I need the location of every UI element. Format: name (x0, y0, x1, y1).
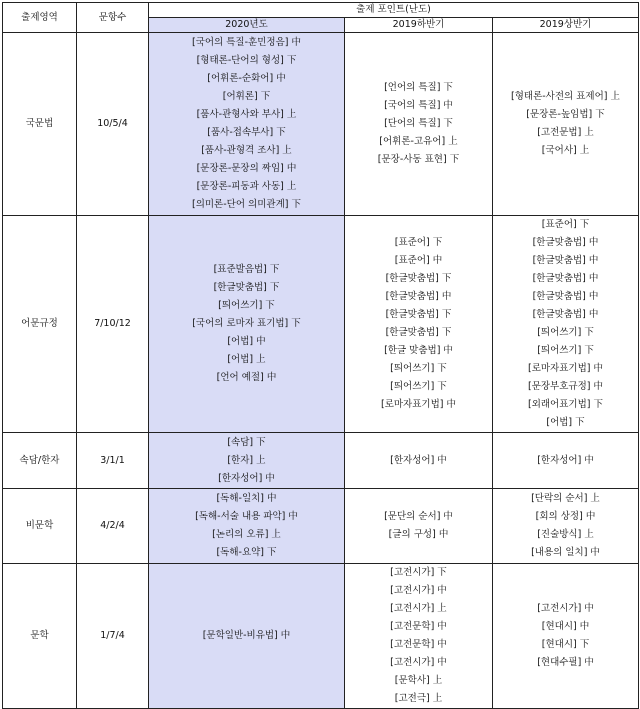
difficulty-mark: 上 (579, 145, 590, 156)
list-item (493, 490, 638, 508)
list-item (345, 378, 492, 396)
difficulty-mark: 中 (584, 603, 594, 614)
points-2019-second-half-cell (345, 489, 493, 564)
difficulty-mark: 中 (256, 336, 266, 347)
difficulty-mark: 中 (588, 237, 599, 248)
list-item (345, 672, 492, 690)
area-cell: 문학 (3, 564, 77, 709)
topic-label: [표준어] (394, 255, 430, 266)
list-item (345, 288, 492, 306)
topic-label: [형태론-단어의 형성] (196, 55, 284, 66)
difficulty-mark: 下 (291, 199, 301, 210)
topic-label: [로마자표기법] (528, 363, 591, 374)
topic-label: [형태론-사전의 표제어] (511, 91, 608, 102)
topic-label: [품사-관형격 조사] (201, 145, 280, 156)
topic-label: [한글맞춤법] (385, 309, 439, 320)
count-cell: 4/2/4 (77, 489, 149, 564)
points-2019-second-half-cell (345, 564, 493, 709)
list-item (345, 636, 492, 654)
difficulty-mark: 中 (266, 372, 277, 383)
topic-label: [현대시] (541, 621, 577, 632)
difficulty-mark: 下 (441, 273, 452, 284)
table-row (3, 433, 639, 489)
topic-label: [한자성어] (218, 472, 263, 484)
difficulty-mark: 下 (579, 219, 590, 230)
topic-label: [독해-서술 내용 파악] (195, 511, 286, 522)
difficulty-mark: 下 (595, 109, 605, 120)
difficulty-mark: 中 (593, 381, 603, 392)
list-item (149, 160, 344, 178)
points-2019-first-half-cell (493, 564, 639, 709)
topic-label: [띄어쓰기] (390, 363, 435, 374)
list-item (493, 654, 638, 672)
list-item (149, 70, 344, 88)
list-item (149, 452, 344, 470)
list-item (493, 544, 638, 562)
list-item (493, 234, 638, 252)
difficulty-mark: 上 (590, 493, 600, 504)
topic-label: [글의 구성] (388, 529, 436, 540)
topic-label: [문장부호규정] (528, 381, 591, 392)
difficulty-mark: 中 (443, 511, 453, 522)
list-item (493, 378, 638, 396)
list-item (493, 216, 638, 234)
topic-label: [한글맞춤법] (532, 237, 586, 248)
points-2019-first-half-cell (493, 216, 639, 433)
difficulty-mark: 下 (291, 318, 301, 329)
topic-label: [논리의 오류] (212, 529, 269, 540)
difficulty-mark: 中 (584, 454, 594, 466)
difficulty-mark: 下 (432, 237, 443, 248)
difficulty-mark: 下 (269, 282, 280, 293)
points-2019-first-half-cell (493, 433, 639, 489)
count-cell: 10/5/4 (77, 33, 149, 216)
topic-label: [외래어표기법] (528, 399, 591, 410)
points-2019-first-half-cell (493, 33, 639, 216)
list-item (493, 106, 638, 124)
list-item (493, 88, 638, 106)
list-item (345, 97, 492, 115)
header-2019-second-half: 2019하반기 (345, 18, 493, 33)
list-item (345, 618, 492, 636)
area-cell: 국문법 (3, 33, 77, 216)
list-item (345, 151, 492, 169)
list-item (493, 618, 638, 636)
list-item (149, 315, 344, 333)
topic-label: [한글맞춤법] (532, 255, 586, 266)
list-item (493, 452, 638, 470)
list-item (345, 306, 492, 324)
table-row (3, 216, 639, 433)
topic-label: [띄어쓰기] (537, 345, 582, 356)
list-item (149, 333, 344, 351)
difficulty-mark: 下 (437, 363, 447, 374)
difficulty-mark: 上 (448, 136, 458, 147)
list-item (149, 142, 344, 160)
header-count: 문항수 (77, 3, 149, 33)
topic-label: [현대수필] (537, 657, 582, 668)
header-area: 출제영역 (3, 3, 77, 33)
difficulty-mark: 上 (282, 145, 292, 156)
topic-label: [문학일반-비유법] (202, 630, 278, 641)
difficulty-mark: 中 (588, 291, 599, 302)
topic-label: [국어의 특질-훈민정음] (192, 37, 289, 48)
list-item (493, 508, 638, 526)
list-item (345, 79, 492, 97)
difficulty-mark: 下 (449, 154, 460, 165)
list-item (149, 279, 344, 297)
difficulty-mark: 上 (286, 109, 297, 120)
list-item (149, 508, 344, 526)
topic-label: [한글맞춤법] (213, 282, 267, 293)
list-item (345, 252, 492, 270)
difficulty-mark: 中 (291, 37, 301, 48)
list-item (345, 582, 492, 600)
topic-label: [국어의 특질] (384, 100, 441, 111)
topic-label: [한글맞춤법] (385, 273, 439, 284)
header-2020: 2020년도 (149, 18, 345, 33)
list-item (149, 88, 344, 106)
topic-label: [언어의 특질] (384, 82, 441, 93)
points-2020-cell (149, 433, 345, 489)
list-item (493, 396, 638, 414)
topic-label: [띄어쓰기] (390, 381, 435, 392)
list-item (149, 178, 344, 196)
difficulty-mark: 中 (590, 547, 600, 558)
list-item (493, 252, 638, 270)
points-2020-cell (149, 489, 345, 564)
list-item (493, 270, 638, 288)
points-2019-second-half-cell (345, 216, 493, 433)
difficulty-mark: 下 (441, 327, 452, 338)
difficulty-mark: 中 (265, 472, 275, 484)
difficulty-mark: 下 (276, 127, 286, 138)
list-item (493, 142, 638, 160)
topic-label: [국어의 로마자 표기법] (192, 318, 289, 329)
topic-label: [띄어쓰기] (537, 327, 582, 338)
difficulty-mark: 中 (585, 511, 596, 522)
list-item (149, 106, 344, 124)
difficulty-mark: 中 (579, 621, 590, 632)
topic-label: [표준어] (541, 219, 577, 230)
list-item (493, 306, 638, 324)
list-item (493, 288, 638, 306)
topic-label: [어휘론-순화어] (207, 73, 274, 84)
points-2019-second-half-cell (345, 33, 493, 216)
list-item (345, 600, 492, 618)
list-item (345, 396, 492, 414)
difficulty-mark: 下 (443, 118, 453, 129)
topic-label: [한글맞춤법] (385, 291, 439, 302)
topic-label: [의미론-단어 의미관계] (192, 199, 289, 210)
difficulty-mark: 下 (256, 436, 266, 448)
list-item (345, 133, 492, 151)
difficulty-mark: 下 (265, 300, 275, 311)
list-item (149, 544, 344, 562)
topic-label: [문장론-높임법] (526, 109, 593, 120)
difficulty-mark: 上 (256, 454, 266, 466)
difficulty-mark: 中 (437, 639, 447, 650)
list-item (149, 490, 344, 508)
topic-label: [표준어] (394, 237, 430, 248)
difficulty-mark: 中 (441, 291, 452, 302)
difficulty-mark: 中 (437, 454, 447, 466)
list-item (493, 526, 638, 544)
difficulty-mark: 中 (588, 255, 599, 266)
points-2019-first-half-cell (493, 489, 639, 564)
table-row (3, 489, 639, 564)
list-item (345, 452, 492, 470)
topic-label: [어휘론-고유어] (379, 136, 446, 147)
topic-label: [단락의 순서] (531, 493, 588, 504)
topic-label: [문장론-문장의 짜임] (196, 163, 284, 174)
list-item (149, 470, 344, 488)
topic-label: [고전시가] (390, 657, 435, 668)
list-item (345, 654, 492, 672)
list-item (149, 297, 344, 315)
topic-label: [고전문학] (390, 621, 435, 632)
difficulty-mark: 下 (286, 55, 297, 66)
difficulty-mark: 中 (437, 585, 447, 596)
difficulty-mark: 中 (280, 630, 291, 641)
topic-label: [문학사] (394, 675, 430, 686)
points-2020-cell (149, 564, 345, 709)
list-item (149, 196, 344, 214)
topic-label: [어법] (227, 354, 254, 365)
list-item (345, 324, 492, 342)
list-item (493, 360, 638, 378)
list-item (493, 324, 638, 342)
topic-label: [회의 상정] (535, 511, 583, 522)
list-item (345, 526, 492, 544)
topic-label: [문장-사동 표현] (377, 154, 447, 165)
topic-label: [고전문법] (537, 127, 582, 138)
topic-label: [한자] (227, 454, 254, 466)
topic-label: [어법] (546, 417, 573, 428)
difficulty-mark: 上 (432, 693, 443, 704)
list-item (149, 434, 344, 452)
list-item (345, 115, 492, 133)
difficulty-mark: 上 (256, 354, 266, 365)
header-2019-first-half: 2019상반기 (493, 18, 639, 33)
area-cell: 속담/한자 (3, 433, 77, 489)
difficulty-mark: 下 (260, 91, 271, 102)
topic-label: [문장론-피동과 사동] (196, 181, 284, 192)
topic-label: [표준발음법] (213, 264, 267, 275)
table-row (3, 33, 639, 216)
topic-label: [어법] (227, 336, 254, 347)
difficulty-mark: 下 (437, 381, 447, 392)
list-item (345, 342, 492, 360)
exam-analysis-table (2, 2, 639, 709)
list-item (149, 52, 344, 70)
topic-label: [로마자표기법] (381, 399, 444, 410)
list-item (345, 564, 492, 582)
list-item (345, 690, 492, 708)
difficulty-mark: 中 (267, 493, 277, 504)
list-item (149, 526, 344, 544)
difficulty-mark: 上 (584, 529, 594, 540)
topic-label: [한자성어] (537, 454, 582, 466)
difficulty-mark: 中 (443, 345, 453, 356)
difficulty-mark: 下 (437, 567, 447, 578)
difficulty-mark: 下 (593, 399, 603, 410)
difficulty-mark: 中 (443, 100, 453, 111)
difficulty-mark: 下 (267, 547, 277, 558)
difficulty-mark: 上 (286, 181, 297, 192)
topic-label: [고전시가] (537, 603, 582, 614)
difficulty-mark: 中 (438, 529, 449, 540)
difficulty-mark: 中 (588, 309, 599, 320)
topic-label: [현대시] (541, 639, 577, 650)
topic-label: [한글맞춤법] (532, 309, 586, 320)
difficulty-mark: 上 (584, 127, 594, 138)
list-item (149, 261, 344, 279)
topic-label: [독해-일치] (216, 493, 265, 504)
topic-label: [진술방식] (537, 529, 582, 540)
list-item (345, 360, 492, 378)
difficulty-mark: 下 (584, 327, 594, 338)
topic-label: [한글맞춤법] (385, 327, 439, 338)
topic-label: [고전문학] (390, 639, 435, 650)
difficulty-mark: 中 (584, 657, 594, 668)
list-item (345, 234, 492, 252)
topic-label: [국어사] (541, 145, 577, 156)
difficulty-mark: 中 (446, 399, 456, 410)
list-item (493, 414, 638, 432)
difficulty-mark: 中 (288, 511, 298, 522)
topic-label: [속담] (227, 436, 254, 448)
topic-label: [독해-요약] (216, 547, 265, 558)
area-cell: 어문규정 (3, 216, 77, 433)
topic-label: [품사-관형사와 부사] (196, 109, 284, 120)
count-cell: 3/1/1 (77, 433, 149, 489)
topic-label: [품사-접속부사] (207, 127, 274, 138)
difficulty-mark: 下 (584, 345, 594, 356)
points-2019-second-half-cell (345, 433, 493, 489)
difficulty-mark: 下 (269, 264, 280, 275)
topic-label: [문단의 순서] (384, 511, 441, 522)
list-item (149, 124, 344, 142)
list-item (493, 600, 638, 618)
count-cell: 7/10/12 (77, 216, 149, 433)
topic-label: [내용의 일치] (531, 547, 588, 558)
difficulty-mark: 下 (443, 82, 453, 93)
difficulty-mark: 中 (593, 363, 603, 374)
list-item (149, 627, 344, 645)
difficulty-mark: 中 (588, 273, 599, 284)
difficulty-mark: 上 (432, 675, 443, 686)
area-cell: 비문학 (3, 489, 77, 564)
header-points: 출제 포인트(난도) (149, 3, 639, 18)
table-row (3, 564, 639, 709)
topic-label: [한글 맞춤법] (384, 345, 441, 356)
difficulty-mark: 中 (276, 73, 286, 84)
topic-label: [언어 예절] (216, 372, 264, 383)
count-cell: 1/7/4 (77, 564, 149, 709)
difficulty-mark: 下 (441, 309, 452, 320)
topic-label: [고전시가] (390, 567, 435, 578)
difficulty-mark: 上 (437, 603, 447, 614)
topic-label: [한글맞춤법] (532, 291, 586, 302)
list-item (493, 124, 638, 142)
points-2020-cell (149, 216, 345, 433)
list-item (149, 351, 344, 369)
difficulty-mark: 上 (610, 91, 620, 102)
difficulty-mark: 下 (579, 639, 590, 650)
topic-label: [고전시가] (390, 603, 435, 614)
topic-label: [어휘론] (222, 91, 258, 102)
difficulty-mark: 中 (437, 657, 447, 668)
topic-label: [고전극] (394, 693, 430, 704)
topic-label: [고전시가] (390, 585, 435, 596)
difficulty-mark: 中 (437, 621, 447, 632)
difficulty-mark: 中 (432, 255, 443, 266)
list-item (149, 369, 344, 387)
topic-label: [단어의 특질] (384, 118, 441, 129)
list-item (149, 34, 344, 52)
points-2020-cell (149, 33, 345, 216)
difficulty-mark: 上 (271, 529, 281, 540)
topic-label: [띄어쓰기] (218, 300, 263, 311)
difficulty-mark: 下 (575, 417, 585, 428)
list-item (493, 342, 638, 360)
difficulty-mark: 中 (286, 163, 297, 174)
list-item (345, 270, 492, 288)
list-item (493, 636, 638, 654)
topic-label: [한자성어] (390, 454, 435, 466)
topic-label: [한글맞춤법] (532, 273, 586, 284)
list-item (345, 508, 492, 526)
